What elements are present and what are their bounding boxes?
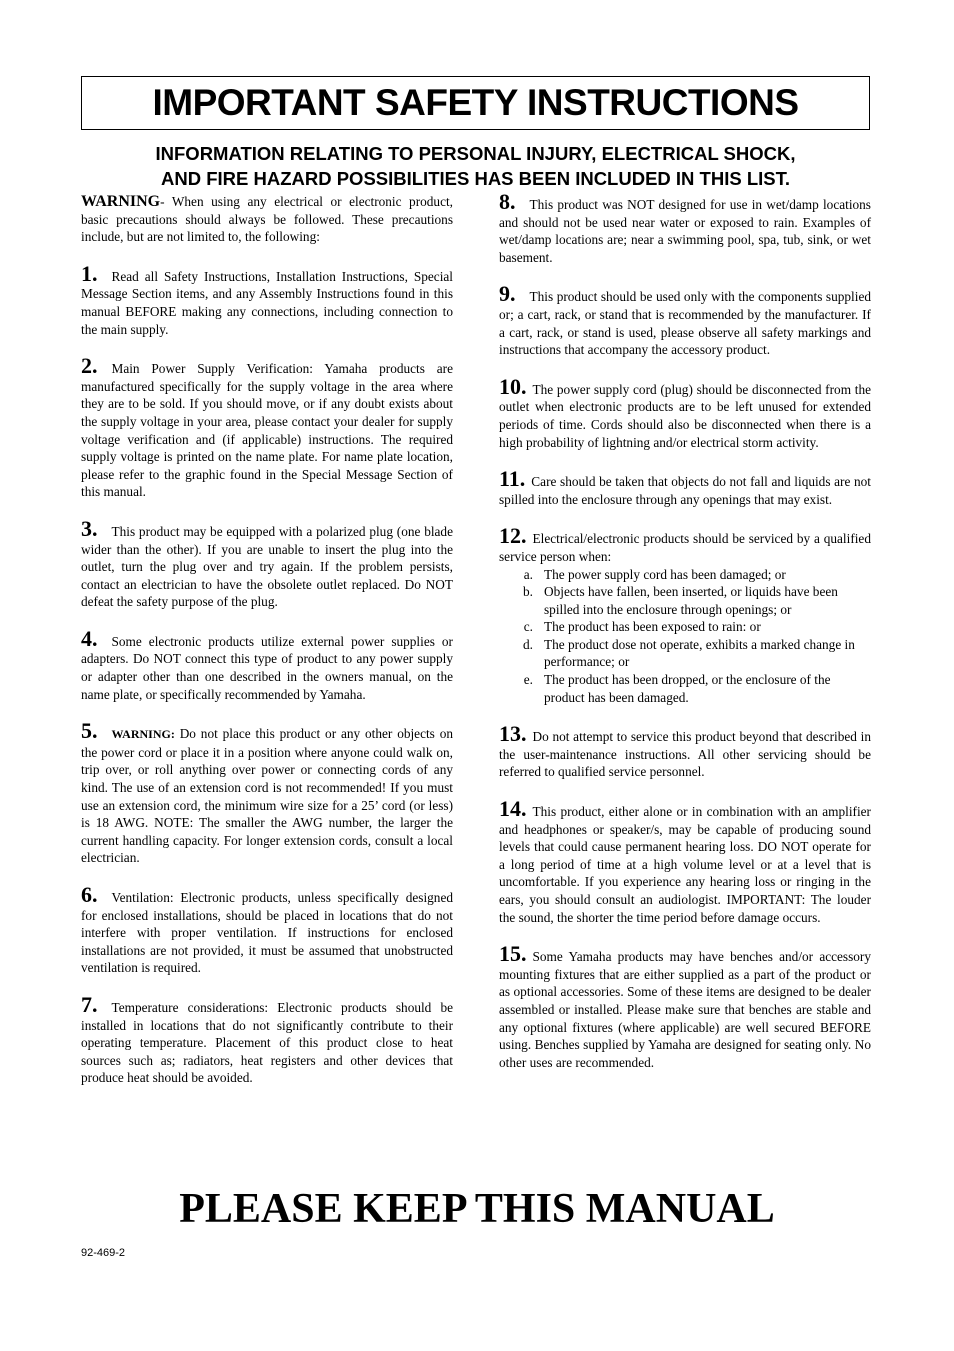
safety-item-15 [499,941,871,1071]
item-text: Care should be taken that objects do not fall and liquids are not spilled into the enclosure through any openings that may exist. [499,474,871,507]
item-text: Do not place this product or any other objects on the power cord or place it in a position where anyone could walk on, trip over, or roll anything over power or connecting cords of any kind. The use of an extension cord is not recommended! If you must use an extension cord, the minimum wire size for a 25’ cord (or less) is 18 AWG. NOTE: The smaller the AWG number, the larger the current handling capacity. For longer extension cords, consult a local electrician. [81,726,453,866]
item-number: 2. [81,353,98,379]
list-item-text: Objects have fallen, been inserted, or liquids have been spilled into the enclosure through openings; or [544,584,838,617]
safety-item-4 [81,625,453,703]
left-column [81,193,453,1106]
item-text: Some electronic products utilize external power supplies or adapters. Do NOT connect this type of product to any power supply or adapter other than one described in the owners manual, on the name plate, or specifically recommended by Yamaha. [81,633,453,702]
item-12-sublist [499,566,871,707]
item-number: 11. [499,466,526,492]
item-text: The power supply cord (plug) should be disconnected from the outlet when electronic products are to be left unused for extended periods of time. Cords should also be disconnected when there is a high probability of lightning and/or electrical storm activity. [499,381,871,450]
right-column [499,189,871,1090]
item-text: Do not attempt to service this product beyond that described in the user-maintenance instructions. All other servicing should be referred to qualified service personnel. [499,729,871,780]
safety-item-3 [81,515,453,611]
item-number: 14. [499,796,527,822]
subtitle-line-2: AND FIRE HAZARD POSSIBILITIES HAS BEEN INCLUDED IN THIS LIST. [160,168,791,189]
list-item [499,583,871,618]
safety-item-11 [499,466,871,508]
item-text: This product should be used only with the components supplied or; a cart, rack, or stand that is recommended by the manufacturer. If a cart, rack, or stand is used, please observe all safety markings and instructions that accompany the accessory product. [499,289,871,358]
safety-item-12 [499,523,871,706]
list-item [499,618,871,636]
subtitle [81,141,870,191]
title-box [81,76,870,130]
item-text: Some Yamaha products may have benches and/or accessory mounting fixtures that are either supplied as a part of the product or as optional accessories. Some of these items are designed to be dealer assembled or installed. Please make sure that benches are stable and any optional fixtures (where applicable) are well secured BEFORE using. Benches supplied by Yamaha are designed for seating only. No other uses are recommended. [499,949,871,1070]
intro-paragraph [81,193,453,246]
item-number: 13. [499,721,527,747]
item-number: 9. [499,281,516,307]
list-item-letter: c. [523,619,533,635]
page-title: IMPORTANT SAFETY INSTRUCTIONS [152,82,799,123]
item-text: Read all Safety Instructions, Installation Instructions, Special Message Section items, and any Assembly Instructions found in this manual BEFORE making any connections, including connection to the main supply. [81,268,453,337]
item-number: 8. [499,189,516,214]
list-item-letter: a. [523,566,533,582]
safety-item-9 [499,281,871,358]
item-number: 12. [499,523,527,549]
intro-text: - When using any electrical or electronic product, basic precautions should always be followed. These precautions include, but are not limited to, the following: [81,194,453,245]
list-item [499,671,871,706]
list-item [499,636,871,671]
subtitle-line-1: INFORMATION RELATING TO PERSONAL INJURY, ELECTRICAL SHOCK, [155,143,796,164]
safety-item-14 [499,796,871,926]
list-item-text: The product has been dropped, or the enclosure of the product has been damaged. [544,672,831,705]
document-code: 92-469-2 [81,1247,126,1259]
list-item-text: The product dose not operate, exhibits a marked change in performance; or [544,636,855,670]
safety-item-10 [499,373,871,451]
safety-item-7 [81,991,453,1087]
safety-item-13 [499,721,871,781]
item-text: Ventilation: Electronic products, unless specifically designed for enclosed installations, should be placed in locations that do not interfere with proper ventilation. If instructions for enclosed installations are not provided, it must be assumed that unobstructed ventilation is required. [81,890,453,976]
safety-item-5 [81,718,453,867]
item-text: This product was NOT designed for use in wet/damp locations and should not be used near water or exposed to rain. Examples of wet/damp locations are; near a swimming pool, spa, tub, sink, or wet basement. [499,197,871,265]
list-item-text: The product has been exposed to rain: or [544,619,761,635]
footer-title: PLEASE KEEP THIS MANUAL [179,1186,775,1232]
list-item-letter: e. [523,672,533,688]
item-number: 3. [81,515,98,541]
list-item-letter: b. [523,584,533,600]
item-text: Main Power Supply Verification: Yamaha products are manufactured specifically for the supply voltage in the area where they are to be sold. If you should move, or if any doubt exists about the supply voltage in your area, please contact your dealer for supply voltage verification and (if applicable) instructions. The required supply voltage is printed on the name plate. For name plate location, please refer to the graphic found in the Special Message Section of this manual. [81,361,453,500]
item-number: 15. [499,941,527,967]
item-text: This product, either alone or in combination with an amplifier and headphones or speaker/s, may be capable of producing sound levels that could cause permanent hearing loss. DO NOT operate for a long period of time at a high volume level or at a level that is uncomfortable. If you experience any hearing loss or ringing in the ears, you should consult an audiologist. IMPORTANT: The louder the sound, the shorter the time period before damage occurs. [499,804,871,925]
item-text: This product may be equipped with a polarized plug (one blade wider than the other). If you are unable to insert the plug into the outlet, turn the plug over and try again. If the problem persists, contact an electrician to have the obsolete outlet replaced. Do NOT defeat the safety purpose of the plug. [81,523,453,610]
list-item-text: The power supply cord has been damaged; or [544,566,786,582]
safety-item-6 [81,882,453,977]
item-number: 10. [499,373,527,399]
item-number: 4. [81,625,98,651]
item-number: 5. [81,718,98,744]
item-text: Electrical/electronic products should be serviced by a qualified service person when: [499,531,871,564]
safety-item-1 [81,260,453,338]
list-item-letter: d. [523,636,533,652]
safety-item-2 [81,353,453,501]
item-number: 1. [81,260,98,286]
list-item [499,566,871,584]
item-number: 7. [81,991,98,1017]
intro-warning-label: WARNING [81,193,161,210]
item-text: Temperature considerations: Electronic products should be installed in locations that do not significantly contribute to their operating temperature. Placement of this product close to heat sources such as; radiators, heat registers and other devices that produce heat should be avoided. [81,999,453,1086]
item-number: 6. [81,882,98,907]
item-warning-label: WARNING: [111,727,175,742]
safety-item-8 [499,189,871,266]
